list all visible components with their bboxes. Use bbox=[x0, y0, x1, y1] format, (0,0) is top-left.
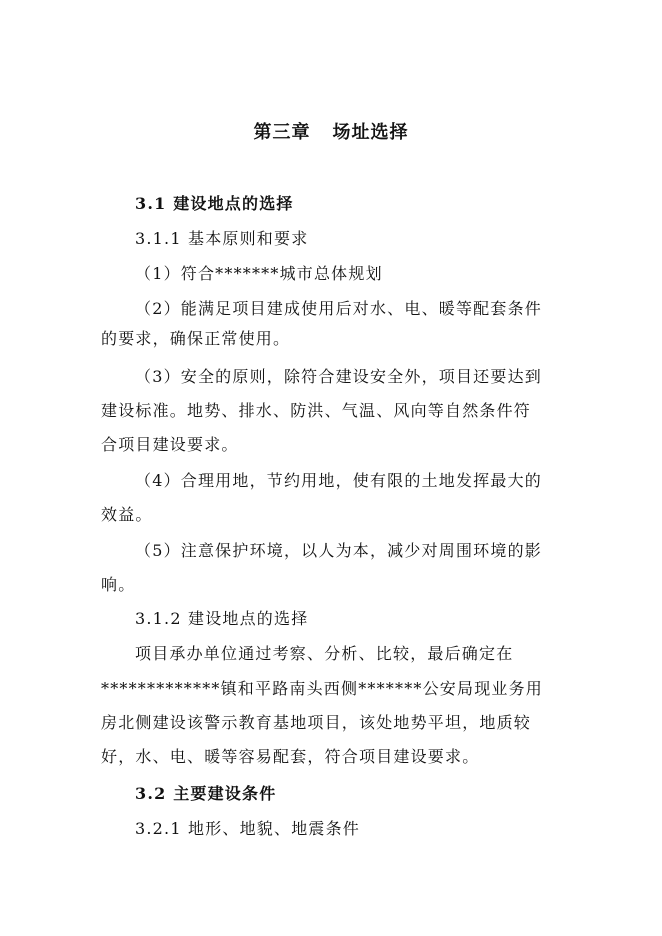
requirement-item-2: （2）能满足项目建成使用后对水、电、暖等配套条件 bbox=[135, 299, 542, 318]
section-heading-3-2: 3.2 主要建设条件 bbox=[135, 784, 277, 803]
chapter-number: 第三章 bbox=[253, 122, 311, 143]
subsection-heading-3-2-1: 3.2.1 地形、地貌、地震条件 bbox=[135, 819, 360, 838]
requirement-item-3: （3）安全的原则，除符合建设安全外，项目还要达到 bbox=[135, 367, 542, 386]
section-heading-3-1: 3.1 建设地点的选择 bbox=[135, 194, 294, 213]
site-selection-line-4: 好，水、电、暖等容易配套，符合项目建设要求。 bbox=[101, 747, 480, 766]
requirement-item-3-cont-1: 建设标准。地势、排水、防洪、气温、风向等自然条件符 bbox=[101, 401, 532, 420]
site-selection-line-1: 项目承办单位通过考察、分析、比较，最后确定在 bbox=[135, 644, 514, 663]
site-selection-line-2: *************镇和平路南头西侧*******公安局现业务用 bbox=[101, 679, 544, 698]
requirement-item-3-cont-2: 合项目建设要求。 bbox=[101, 435, 239, 454]
requirement-item-5: （5）注意保护环境，以人为本，减少对周围环境的影 bbox=[135, 541, 542, 560]
requirement-item-2-cont: 的要求，确保正常使用。 bbox=[101, 329, 291, 348]
requirement-item-4: （4）合理用地，节约用地，使有限的土地发挥最大的 bbox=[135, 471, 542, 490]
chapter-name: 场址选择 bbox=[332, 122, 409, 143]
subsection-heading-3-1-2: 3.1.2 建设地点的选择 bbox=[135, 609, 309, 628]
requirement-item-5-cont: 响。 bbox=[101, 575, 136, 594]
site-selection-line-3: 房北侧建设该警示教育基地项目，该处地势平坦，地质较 bbox=[101, 713, 532, 732]
chapter-title bbox=[0, 118, 662, 144]
requirement-item-1: （1）符合*******城市总体规划 bbox=[135, 264, 383, 283]
subsection-heading-3-1-1: 3.1.1 基本原则和要求 bbox=[135, 229, 309, 248]
requirement-item-4-cont: 效益。 bbox=[101, 505, 153, 524]
